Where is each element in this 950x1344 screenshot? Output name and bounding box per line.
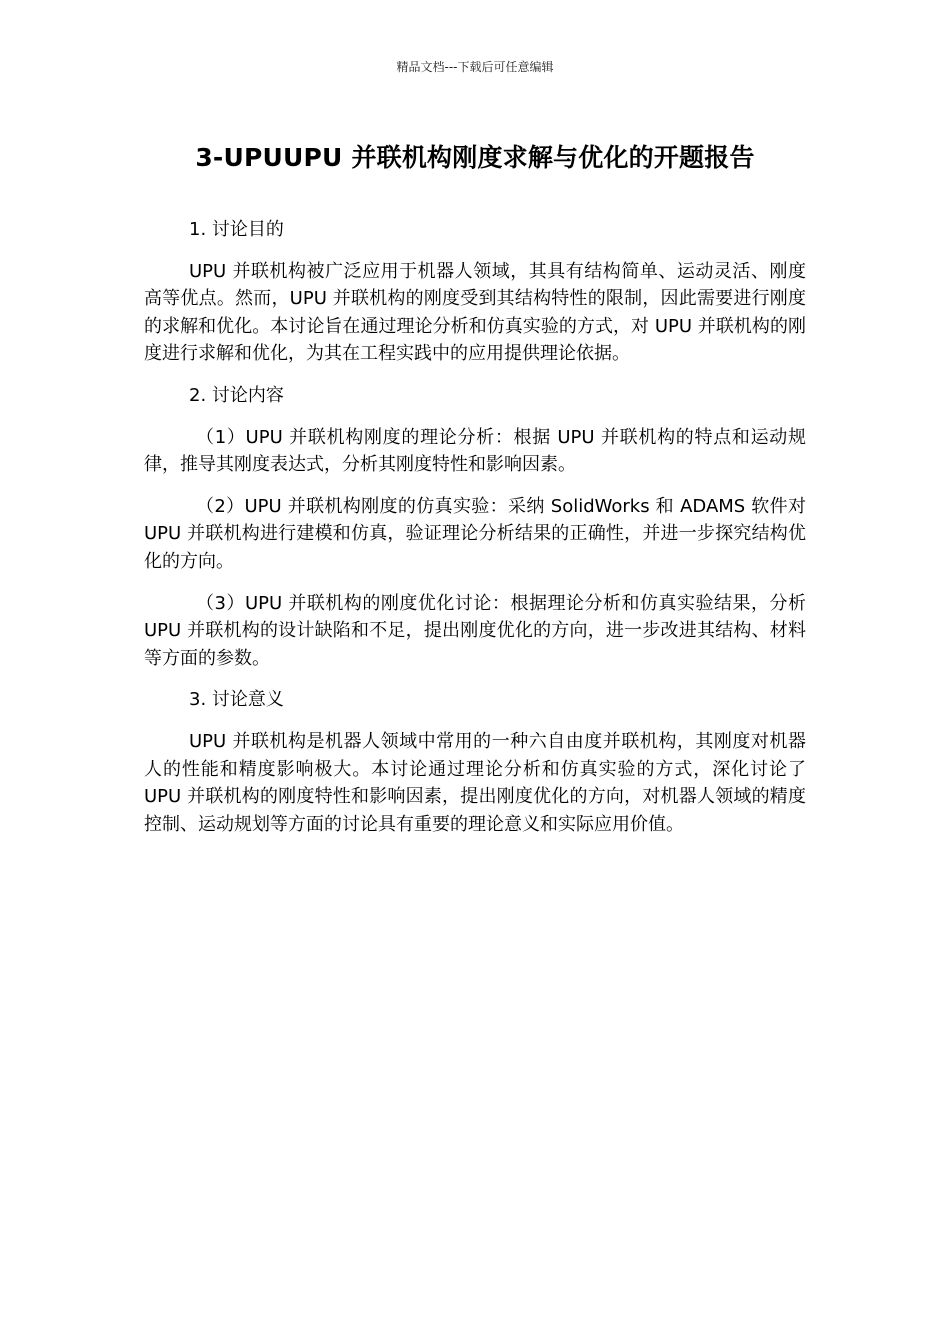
header-note: 精品文档---下载后可任意编辑 — [396, 60, 554, 74]
purpose-paragraph: UPU 并联机构被广泛应用于机器人领域，其具有结构简单、运动灵活、刚度高等优点。然而，UPU 并联机构的刚度受到其结构特性的限制，因此需要进行刚度的求解和优化。本讨论旨在通过理论分析和仿真实验的方式，对 UPU 并联机构的刚度进行求解和优化，为其在工程实践中的应用提供理论依据。 — [144, 260, 806, 365]
content-item-1: （1）UPU 并联机构刚度的理论分析：根据 UPU 并联机构的特点和运动规律，推导其刚度表达式，分析其刚度特性和影响因素。 — [144, 426, 806, 476]
section-heading-content: 2. 讨论内容 — [189, 384, 284, 406]
content-item-2: （2）UPU 并联机构刚度的仿真实验：采纳 SolidWorks 和 ADAMS 软件对 UPU 并联机构进行建模和仿真，验证理论分析结果的正确性，并进一步探究结构优化的方向。 — [144, 495, 806, 572]
content-item-3: （3）UPU 并联机构的刚度优化讨论：根据理论分析和仿真实验结果，分析 UPU 并联机构的设计缺陷和不足，提出刚度优化的方向，进一步改进其结构、材料等方面的参数。 — [144, 592, 806, 669]
document-body — [144, 216, 806, 852]
section-heading-purpose: 1. 讨论目的 — [189, 219, 284, 240]
document-title: 3-UPUUPU 并联机构刚度求解与优化的开题报告 — [195, 143, 755, 172]
significance-paragraph: UPU 并联机构是机器人领域中常用的一种六自由度并联机构，其刚度对机器人的性能和精度影响极大。本讨论通过理论分析和仿真实验的方式，深化讨论了 UPU 并联机构的刚度特性和影响因素，提出刚度优化的方向，对机器人领域的精度控制、运动规划等方面的讨论具有重要的理论意义和实际应用价值。 — [144, 730, 806, 835]
section-heading-significance: 3. 讨论意义 — [189, 689, 284, 711]
